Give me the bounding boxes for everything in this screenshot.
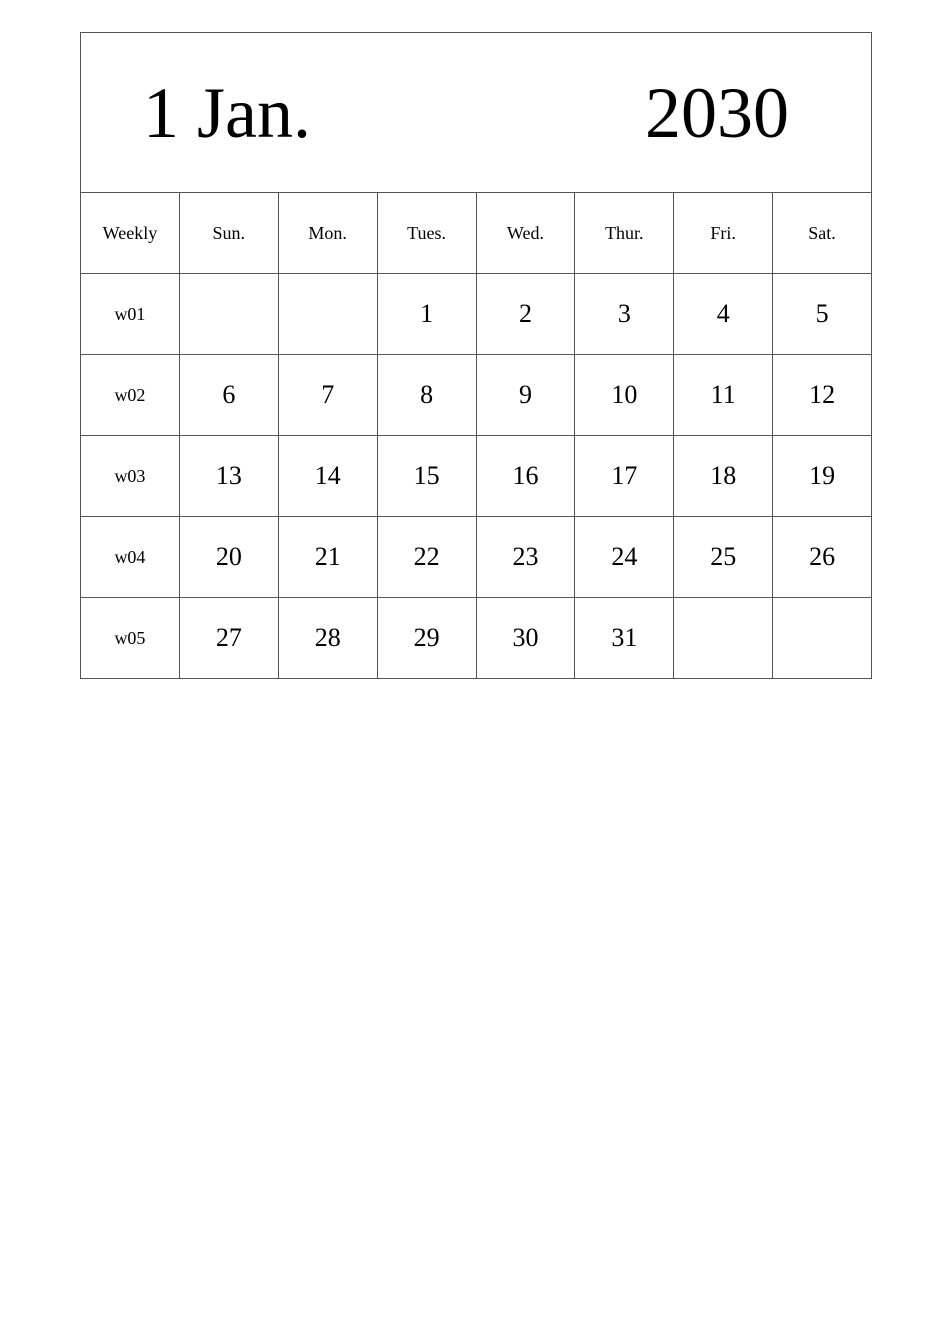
day-cell: 13	[179, 436, 278, 517]
day-cell: 8	[377, 355, 476, 436]
day-cell: 4	[674, 274, 773, 355]
day-cell: 5	[773, 274, 872, 355]
header-mon: Mon.	[278, 193, 377, 274]
day-cell: 24	[575, 517, 674, 598]
week-label: w03	[81, 436, 180, 517]
day-cell: 20	[179, 517, 278, 598]
day-cell: 3	[575, 274, 674, 355]
week-row	[81, 436, 872, 517]
day-cell: 10	[575, 355, 674, 436]
header-fri: Fri.	[674, 193, 773, 274]
day-cell: 9	[476, 355, 575, 436]
day-cell	[179, 274, 278, 355]
day-cell: 27	[179, 598, 278, 679]
header-sun: Sun.	[179, 193, 278, 274]
day-cell: 17	[575, 436, 674, 517]
day-cell: 22	[377, 517, 476, 598]
day-cell: 11	[674, 355, 773, 436]
week-label: w01	[81, 274, 180, 355]
day-cell: 21	[278, 517, 377, 598]
week-row	[81, 274, 872, 355]
day-cell: 25	[674, 517, 773, 598]
day-cell: 16	[476, 436, 575, 517]
day-cell	[674, 598, 773, 679]
header-tue: Tues.	[377, 193, 476, 274]
day-cell: 14	[278, 436, 377, 517]
header-sat: Sat.	[773, 193, 872, 274]
title-row	[81, 33, 872, 193]
header-weekly: Weekly	[81, 193, 180, 274]
day-cell: 31	[575, 598, 674, 679]
day-cell: 26	[773, 517, 872, 598]
day-cell: 7	[278, 355, 377, 436]
day-cell	[773, 598, 872, 679]
week-label: w02	[81, 355, 180, 436]
day-cell: 12	[773, 355, 872, 436]
week-row	[81, 355, 872, 436]
week-label: w04	[81, 517, 180, 598]
title-year: 2030	[645, 73, 789, 153]
day-cell: 18	[674, 436, 773, 517]
day-cell: 6	[179, 355, 278, 436]
header-wed: Wed.	[476, 193, 575, 274]
title-cell	[81, 33, 872, 193]
day-cell: 1	[377, 274, 476, 355]
day-cell: 29	[377, 598, 476, 679]
day-cell: 2	[476, 274, 575, 355]
week-row	[81, 517, 872, 598]
title-month: 1 Jan.	[143, 73, 311, 153]
day-cell	[278, 274, 377, 355]
day-cell: 15	[377, 436, 476, 517]
day-cell: 19	[773, 436, 872, 517]
day-cell: 28	[278, 598, 377, 679]
day-cell: 23	[476, 517, 575, 598]
week-label: w05	[81, 598, 180, 679]
calendar-table	[80, 32, 872, 679]
header-thu: Thur.	[575, 193, 674, 274]
week-row	[81, 598, 872, 679]
day-cell: 30	[476, 598, 575, 679]
weekday-header-row	[81, 193, 872, 274]
